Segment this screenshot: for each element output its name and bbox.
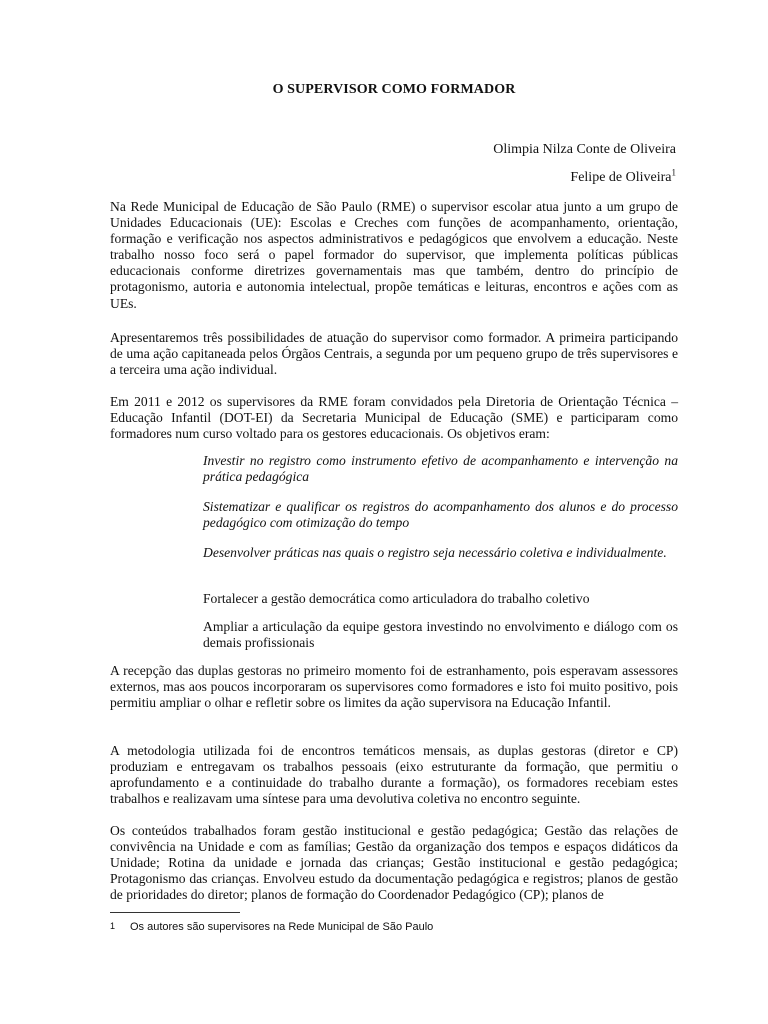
footnote-divider (110, 912, 240, 913)
body-paragraph: Na Rede Municipal de Educação de São Paulo (RME) o supervisor escolar atua junto a um grupo de Unidades Educacionais (UE): Escolas e Creches com funções de acompanhamento, orientação, formação e verificação nos aspectos administrativos e pedagógicos que envolvem a educação. Neste trabalho nosso foco será o papel formador do supervisor, que implementa políticas públicas educacionais conforme diretrizes governamentais mas que também, dentro do princípio de protagonismo, autoria e autonomia intelectual, propõe temáticas e leituras, encontros e ações com as UEs. (110, 199, 678, 311)
document-title: O SUPERVISOR COMO FORMADOR (272, 82, 516, 97)
objective-item: Desenvolver práticas nas quais o registro seja necessário coletiva e individualmente. (203, 545, 667, 560)
footnote-marker: 1 (671, 167, 676, 178)
footnote-number: 1 (110, 921, 116, 931)
body-paragraph: Em 2011 e 2012 os supervisores da RME foram convidados pela Diretoria de Orientação Técnica – Educação Infantil (DOT-EI) da Secretaria Municipal de Educação (SME) e participaram como formadores num curso voltado para os gestores educacionais. Os objetivos eram: (110, 394, 678, 442)
body-paragraph: Os conteúdos trabalhados foram gestão institucional e gestão pedagógica; Gestão das relações de convivência na Unidade e com as famílias; Gestão da organização dos tempos e espaços didáticos da Unidade; Rotina da unidade e jornada das crianças; Gestão institucional e gestão pedagógica; Protagonismo das crianças. Envolveu estudo da documentação pedagógica e registros; planos de gestão de prioridades do diretor; planos de formação do Coordenador Pedagógico (CP); planos de (110, 823, 678, 903)
author-name-text: Felipe de Oliveira (570, 170, 672, 185)
objective-item: Investir no registro como instrumento efetivo de acompanhamento e intervenção na prática pedagógica (203, 453, 678, 485)
author-name: Olimpia Nilza Conte de Oliveira (493, 142, 676, 157)
body-paragraph: A metodologia utilizada foi de encontros temáticos mensais, as duplas gestoras (diretor e CP) produziam e entregavam os trabalhos pessoais (eixo estruturante da formação, que permitiu o aprofundamento e a continuidade do trabalho durante a formação), os formadores recebiam estes trabalhos e realizavam uma síntese para uma devolutiva coletiva no encontro seguinte. (110, 743, 678, 807)
footnote-text: Os autores são supervisores na Rede Municipal de São Paulo (130, 921, 434, 933)
body-paragraph: A recepção das duplas gestoras no primeiro momento foi de estranhamento, pois esperavam assessores externos, mas aos poucos incorporaram os supervisores como formadores e isto foi muito positivo, pois permitiu ampliar o olhar e refletir sobre os limites da ação supervisora na Educação Infantil. (110, 663, 678, 711)
objective-item: Fortalecer a gestão democrática como articuladora do trabalho coletivo (203, 591, 590, 606)
footnote (110, 921, 433, 933)
author-name (570, 167, 676, 186)
body-paragraph: Apresentaremos três possibilidades de atuação do supervisor como formador. A primeira participando de uma ação capitaneada pelos Órgãos Centrais, a segunda por um pequeno grupo de três supervisores e a terceira uma ação individual. (110, 330, 678, 378)
objective-item: Sistematizar e qualificar os registros do acompanhamento dos alunos e do processo pedagógico com otimização do tempo (203, 499, 678, 531)
objective-item: Ampliar a articulação da equipe gestora investindo no envolvimento e diálogo com os demais profissionais (203, 619, 678, 651)
